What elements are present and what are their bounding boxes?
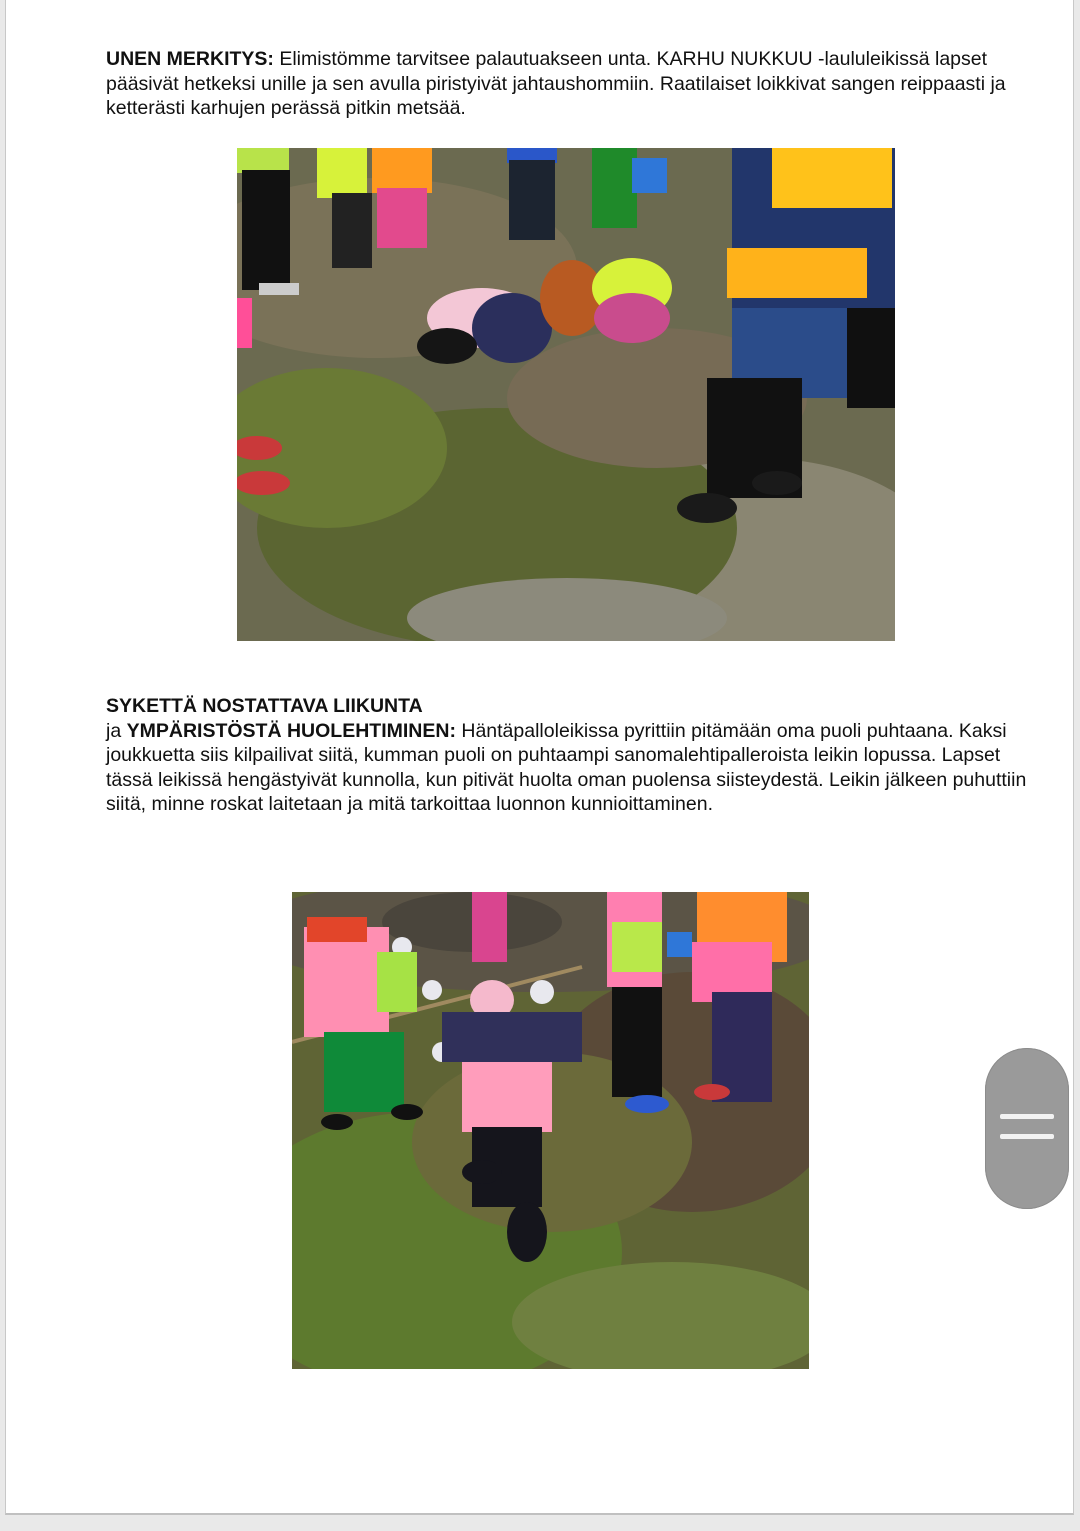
paragraph-exercise	[106, 694, 1036, 817]
heading-exercise: SYKETTÄ NOSTATTAVA LIIKUNTA	[106, 695, 423, 717]
scroll-handle[interactable]	[985, 1048, 1069, 1209]
document-page	[5, 0, 1074, 1515]
text-exercise: Häntäpalloleikissa pyrittiin pitämään oma puoli puhtaana. Kaksi joukkuetta siis kilpailivat siitä, kumman puoli on puhtaampi sanomalehtipalleroista leikin lopussa. Lapset tässä leikissä hengästyivät kunnolla, kun pitivät huolta oman puolensa siisteydestä. Leikin jälkeen puhuttiin siitä, minne roskat laitetaan ja mitä tarkoittaa luonnon kunnioittaminen.	[106, 719, 1027, 815]
photo-tail-ball-game	[292, 892, 809, 1369]
grip-line-top	[1000, 1114, 1054, 1119]
heading-sleep: UNEN MERKITYS:	[106, 48, 274, 70]
paragraph-sleep	[106, 47, 1036, 121]
connector-text: ja	[106, 719, 127, 742]
text-sleep: Elimistömme tarvitsee palautuakseen unta. KARHU NUKKUU -laululeikissä lapset pääsivät hetkeksi unille ja sen avulla piristyivät jahtaushommiin. Raatilaiset loikkivat sangen reippaasti ja ketterästi karhujen perässä pitkin metsää.	[106, 48, 1006, 119]
photo-bear-sleeps-game	[237, 148, 895, 641]
grip-line-bottom	[1000, 1134, 1054, 1139]
heading-environment: YMPÄRISTÖSTÄ HUOLEHTIMINEN:	[126, 719, 456, 742]
